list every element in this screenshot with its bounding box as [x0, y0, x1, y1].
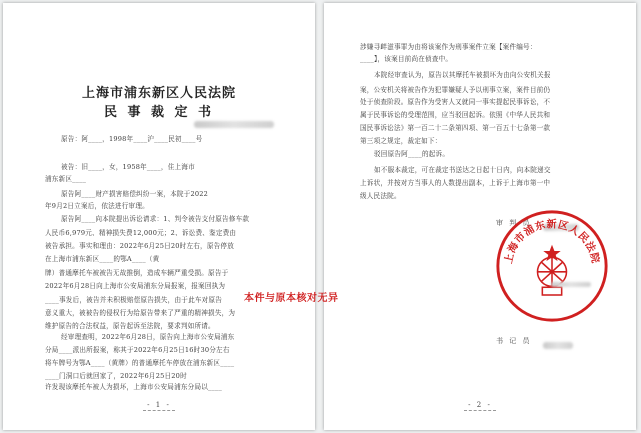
text-line: 上诉状，并按对方当事人的人数提出副本，上诉于上海市第一中: [360, 179, 551, 187]
text-line: 处于侦查阶段。原告作为受害人又就同一事实提起民事诉讼，不: [360, 98, 551, 106]
text-line: 在上海市浦东新区____的鄂A____（黄: [45, 255, 160, 263]
text-line: 如不服本裁定，可在裁定书送达之日起十日内，向本院递交: [374, 166, 551, 174]
document-title: 民 事 裁 定 书: [103, 105, 215, 120]
text-line: 浦东新区____: [45, 175, 87, 183]
text-line: 2022年6月28日向上海市公安局浦东分局报案，报案回执为: [45, 282, 226, 290]
text-line: 本院经审查认为，原告以其摩托车被损坏为由向公安机关报: [374, 71, 551, 79]
judge-label: 审 判 员: [496, 219, 532, 227]
seal-text: 上海市浦东新区人民法院: [502, 218, 602, 265]
text-line: ____事发后，被告并未积极赔偿原告损失，由于此车对原告: [45, 296, 223, 304]
text-line: 人民币6,979元、精神损失费12,000元；2、诉讼费、鉴定费由: [45, 229, 237, 237]
page-number: - 1 -: [147, 401, 171, 409]
text-line: 案，公安机关将被告作为犯罪嫌疑人予以刑事立案，案件目前仍: [360, 86, 551, 94]
clerk-label: 书 记 员: [496, 337, 532, 345]
text-line: 分局____派出所报案，称其于2022年6月25日16时30分左右: [45, 346, 230, 354]
text-line: 原告阿____向本院提出诉讼请求：1、判令被告支付原告修车款: [61, 215, 250, 223]
text-line: ____】，该案目前尚在侦查中。: [360, 55, 453, 63]
footer-divider: [464, 410, 496, 411]
text-line: 维护原告的合法权益，原告起诉至法院，要求判如所请。: [45, 322, 215, 330]
document-page-1: [3, 3, 315, 430]
text-line: 属于民事诉讼的受理范围，应当驳回起诉。依照《中华人民共和: [360, 111, 551, 119]
text-line: 原告阿____财产损害赔偿纠纷一案，本院于2022: [61, 190, 209, 198]
text-line: 经审理查明，2022年6月28日，原告向上海市公安局浦东: [61, 333, 235, 341]
text-line: 将车牌号为鄂A____（黄牌）的普通摩托车停放在浦东新区____: [45, 359, 235, 367]
text-line: 第三项之规定，裁定如下：: [360, 137, 442, 145]
text-line: 被告承担。事实和理由：2022年6月25日20时左右，原告停放: [45, 242, 235, 250]
document-page-2: [324, 3, 636, 430]
footer-divider: [143, 410, 175, 411]
case-number-redacted: [193, 120, 275, 128]
text-line: 驳回原告阿____的起诉。: [374, 150, 450, 158]
court-title: 上海市浦东新区人民法院: [81, 86, 236, 101]
text-line: 原告：阿____，1998年____沪____民初____号: [61, 135, 203, 143]
text-line: 国民事诉讼法》第一百二十二条第四项、第一百五十七条第一款: [360, 124, 551, 132]
text-line: 许发现该摩托车被人为损坏，上海市公安局浦东分局以____: [45, 383, 223, 391]
certified-copy-stamp: 本件与原本核对无异: [244, 293, 339, 304]
page-number: - 2 -: [468, 401, 492, 409]
text-line: 牌）普通摩托车被被告无故推倒，造成车辆严重受损。原告于: [45, 269, 229, 277]
text-line: ____门洞口后就回家了，2022年6月25日20时: [45, 372, 187, 380]
text-line: 涉嫌寻衅滋事罪为由将该案作为刑事案件立案【案件编号：: [360, 43, 537, 51]
court-seal-icon: [494, 208, 610, 324]
date-redacted: [550, 274, 592, 293]
text-line: 被告：旧____，女，1958年____，住上海市: [61, 163, 195, 171]
text-line: 级人民法院。: [360, 192, 401, 200]
text-line: 意义重大，被被告的侵权行为给原告带来了严重的精神损失，为: [45, 309, 236, 317]
text-line: 年9月2日立案后，依法进行审理。: [45, 202, 149, 210]
clerk-name-redacted: [542, 335, 574, 354]
